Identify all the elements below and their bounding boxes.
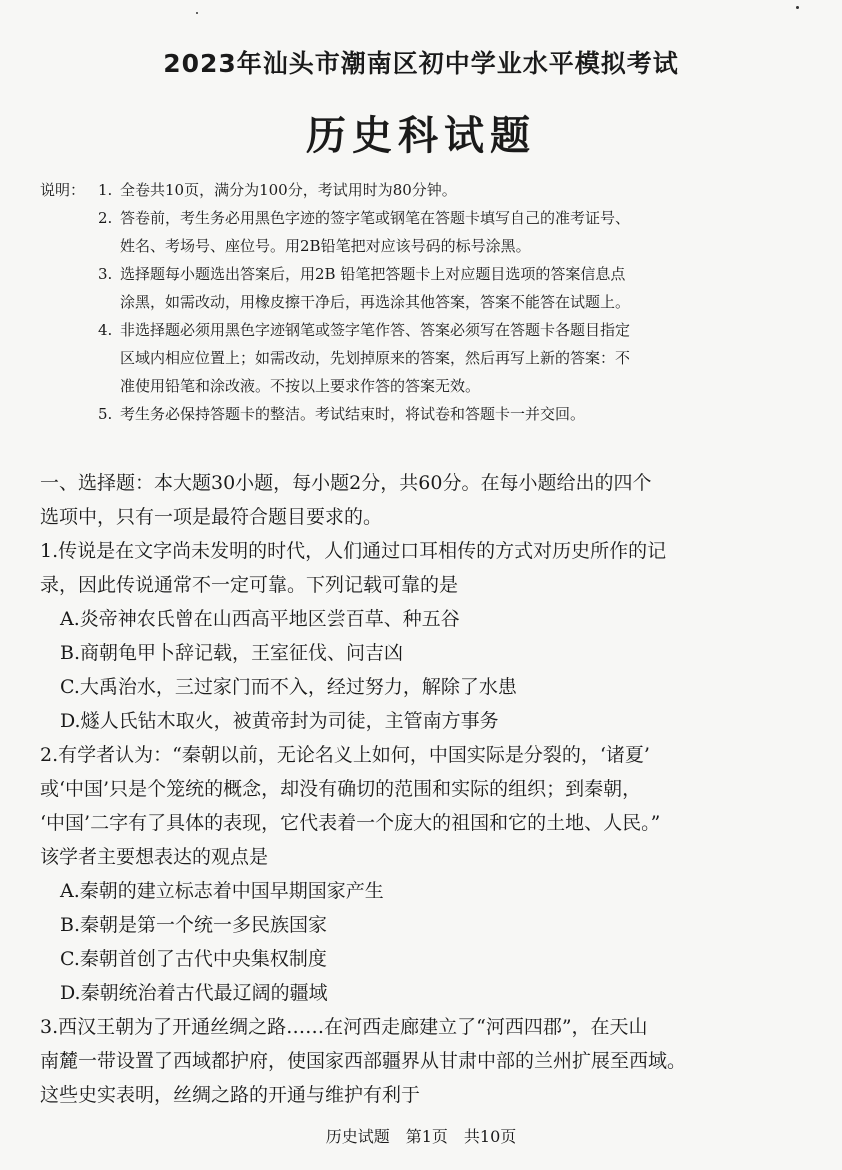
question-stem: 录，因此传说通常不一定可靠。下列记载可靠的是	[40, 574, 459, 596]
instruction-item: 5. 考生务必保持答题卡的整洁。考试结束时，将试卷和答题卡一并交回。	[98, 405, 586, 423]
option-d: D.秦朝统治着古代最辽阔的疆域	[60, 982, 328, 1004]
question-3	[40, 1010, 810, 1112]
instructions: 说明： 1. 全卷共10页，满分为100分，考试用时为80分钟。 2. 答卷前，考生务必用黑色字迹的签字笔或钢笔在答题卡填写自己的准考证号、 姓名、考场号、座位号。用2B铅笔把对应该号码的标号涂黑。 3. 选择题每小题选出答案后，用2B 铅笔把答题卡上对应题目选项的答案信息点 涂黑，如需改动，用橡皮擦干净后，再选涂其他答案，答案不能答在试题上。 4. 非选择题必须用黑色字迹钢笔或签字笔作答、答案必须写在答题卡各题目指定 区域内相应位置上；如需改动，先划掉原来的答案，然后再写上新的答案：不 准使用铅笔和涂改液。不按以上要求作答的答案无效。 5. 考生务必保持答题卡的整洁。考试结束时，将试卷和答题卡一并交回。	[40, 176, 810, 428]
instruction-item: 4. 非选择题必须用黑色字迹钢笔或签字笔作答、答案必须写在答题卡各题目指定	[98, 321, 631, 339]
question-2	[40, 738, 810, 1010]
instructions-label: 说明：	[40, 181, 86, 199]
question-stem: 1.传说是在文字尚未发明的时代，人们通过口耳相传的方式对历史所作的记	[40, 540, 667, 562]
subject-title: 历史科试题	[306, 112, 536, 159]
page-footer: 历史试题 第1页 共10页	[325, 1127, 517, 1146]
option-a: A.秦朝的建立标志着中国早期国家产生	[60, 880, 384, 902]
question-stem: 或‘中国’只是个笼统的概念，却没有确切的范围和实际的组织；到秦朝，	[40, 778, 642, 800]
question-stem: 南麓一带设置了西域都护府，使国家西部疆界从甘肃中部的兰州扩展至西域。	[40, 1050, 687, 1072]
question-stem: ‘中国’二字有了具体的表现，它代表着一个庞大的祖国和它的土地、人民。”	[40, 812, 661, 834]
question-stem: 这些史实表明，丝绸之路的开通与维护有利于	[40, 1084, 421, 1106]
question-1	[40, 534, 810, 738]
question-area	[40, 466, 810, 1112]
option-b: B.商朝龟甲卜辞记载，王室征伐、问吉凶	[60, 642, 404, 664]
instruction-item: 2. 答卷前，考生务必用黑色字迹的签字笔或钢笔在答题卡填写自己的准考证号、	[98, 209, 631, 227]
exam-title: 2023年汕头市潮南区初中学业水平模拟考试	[163, 49, 679, 78]
question-stem: 3.西汉王朝为了开通丝绸之路……在河西走廊建立了“河西四郡”，在天山	[40, 1016, 648, 1038]
question-stem: 该学者主要想表达的观点是	[40, 846, 269, 868]
section-heading: 选项中，只有一项是最符合题目要求的。	[40, 506, 383, 528]
option-c: C.秦朝首创了古代中央集权制度	[60, 948, 327, 970]
question-stem: 2.有学者认为：“秦朝以前，无论名义上如何，中国实际是分裂的，‘诸夏’	[40, 744, 650, 766]
option-d: D.燧人氏钻木取火，被黄帝封为司徒，主管南方事务	[60, 710, 499, 732]
instruction-item: 说明： 1. 全卷共10页，满分为100分，考试用时为80分钟。	[40, 176, 810, 204]
option-c: C.大禹治水，三过家门而不入，经过努力，解除了水患	[60, 676, 517, 698]
option-b: B.秦朝是第一个统一多民族国家	[60, 914, 328, 936]
instruction-item: 3. 选择题每小题选出答案后，用2B 铅笔把答题卡上对应题目选项的答案信息点	[98, 265, 626, 283]
scan-speck	[796, 6, 799, 9]
section-heading: 一、选择题：本大题30小题，每小题2分，共60分。在每小题给出的四个	[40, 472, 652, 494]
option-a: A.炎帝神农氏曾在山西高平地区尝百草、种五谷	[60, 608, 460, 630]
scan-speck	[196, 12, 198, 14]
